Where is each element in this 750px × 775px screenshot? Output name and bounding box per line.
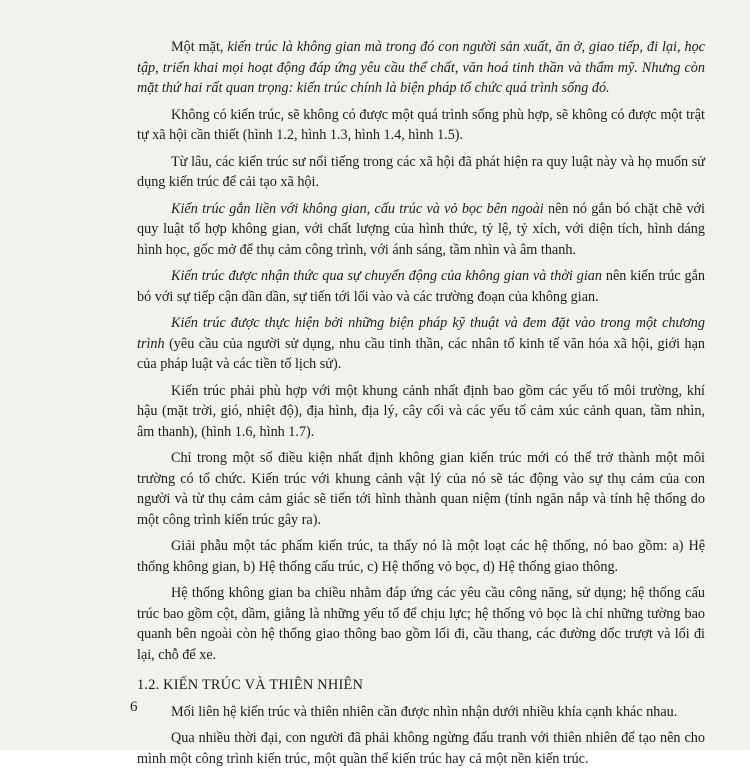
paragraph: [137, 728, 705, 769]
paragraph: [137, 583, 705, 665]
paragraph: [137, 105, 705, 146]
paragraph: [137, 199, 705, 261]
text-run: Không có kiến trúc, sẽ không có được một quá trình sống phù hợp, sẽ không có được một trật tự xã hội cần thiết (hình 1.2, hình 1.3, hình 1.4, hình 1.5).: [137, 106, 705, 143]
text-run: nên kiến trúc gắn bó với sự tiếp cận dần dần, sự tiến tới lối vào và các trường đoạn của không gian.: [137, 268, 706, 305]
text-run: Qua nhiều thời đại, con người đã phải không ngừng đấu tranh với thiên nhiên để tạo nên cho mình một công trình kiến trúc, một quần thể kiến trúc hay cả một nền kiến trúc.: [137, 730, 705, 767]
page-body-text: [137, 37, 705, 775]
italic-text-run: kiến trúc là không gian mà trong đó con người sản xuất, ăn ở, giao tiếp, đi lại, học tập, triển khai mọi hoạt động đáp ứng yêu cầu thể chất, văn hoá tinh thần và thẩm mỹ. Nhưng còn mặt thứ hai rất quan trọng: kiến trúc chính là biện pháp tổ chức quá trình sống đó.: [137, 39, 705, 96]
section-heading: 1.2. KIẾN TRÚC VÀ THIÊN NHIÊN: [137, 677, 364, 693]
text-run: Từ lâu, các kiến trúc sư nổi tiếng trong các xã hội đã phát hiện ra quy luật này và họ muốn sử dụng kiến trúc để cải tạo xã hội.: [137, 153, 705, 190]
paragraph: [137, 266, 705, 307]
text-run: Giải phẫu một tác phẩm kiến trúc, ta thấy nó là một loạt các hệ thống, nó bao gồm: a) Hệ thống không gian, b) Hệ thống cấu trúc, c) Hệ thống vỏ bọc, d) Hệ thống giao thông.: [137, 538, 705, 575]
text-run: Một mặt,: [171, 39, 228, 55]
paragraph: [137, 448, 705, 530]
paragraph: [137, 152, 705, 193]
paragraph: [137, 37, 705, 99]
italic-text-run: Kiến trúc được nhận thức qua sự chuyển động của không gian và thời gian: [171, 268, 602, 284]
paragraph: [137, 381, 705, 443]
italic-text-run: Kiến trúc được thực hiện bởi những biện pháp kỹ thuật và đem đặt vào trong một chương trình: [137, 315, 705, 352]
text-run: (yêu cầu của người sử dụng, nhu cầu tinh thần, các nhân tố kinh tế văn hóa xã hội, giới hạn của pháp luật và các tiền tố lịch sử).: [137, 335, 705, 372]
text-run: Kiến trúc phải phù hợp với một khung cảnh nhất định bao gồm các yếu tố môi trường, khí hậu (mặt trời, gió, nhiệt độ), địa hình, địa lý, cây cối và các yếu tố cảm xúc cảnh quan, tầm nhìn, âm thanh), (hình 1.6, hình 1.7).: [137, 382, 705, 440]
text-run: Hệ thống không gian ba chiều nhằm đáp ứng các yêu cầu công năng, sử dụng; hệ thống cấu trúc bao gồm cột, dầm, giằng là những yếu tố để chịu lực; hệ thống vỏ bọc là chỉ những tường bao quanh bên ngoài còn hệ thống giao thông bao gồm lối đi, cầu thang, các đường dốc trượt và lối đi lại, chỗ để xe.: [137, 585, 705, 663]
text-run: nên nó gắn bó chặt chẽ với quy luật tổ hợp không gian, với chất lượng của hình thức, tỷ lệ, tỷ xích, với diện tích, hình dáng hình học, gốc mở để thụ cảm công trình, với ánh sáng, tầm nhìn và âm thanh.: [137, 200, 705, 258]
paragraph: [137, 702, 705, 723]
italic-text-run: Kiến trúc gắn liền với không gian, cấu trúc và vỏ bọc bên ngoài: [171, 200, 544, 217]
text-run: Chỉ trong một số điều kiện nhất định không gian kiến trúc mới có thể trở thành một môi trường có tổ chức. Kiến trúc với khung cảnh vật lý của nó sẽ tác động vào sự thụ cảm của con người và từ thụ cảm cảm giác sẽ tiến tới hình thành quan niệm (tính ngăn nắp và tính hệ thống do một công trình kiến trúc gây ra).: [137, 450, 705, 528]
page-number: 6: [130, 699, 138, 715]
text-run: Mối liên hệ kiến trúc và thiên nhiên cần được nhìn nhận dưới nhiều khía cạnh khác nhau.: [171, 703, 678, 720]
paragraph: [137, 313, 705, 375]
paragraph: [137, 536, 705, 577]
